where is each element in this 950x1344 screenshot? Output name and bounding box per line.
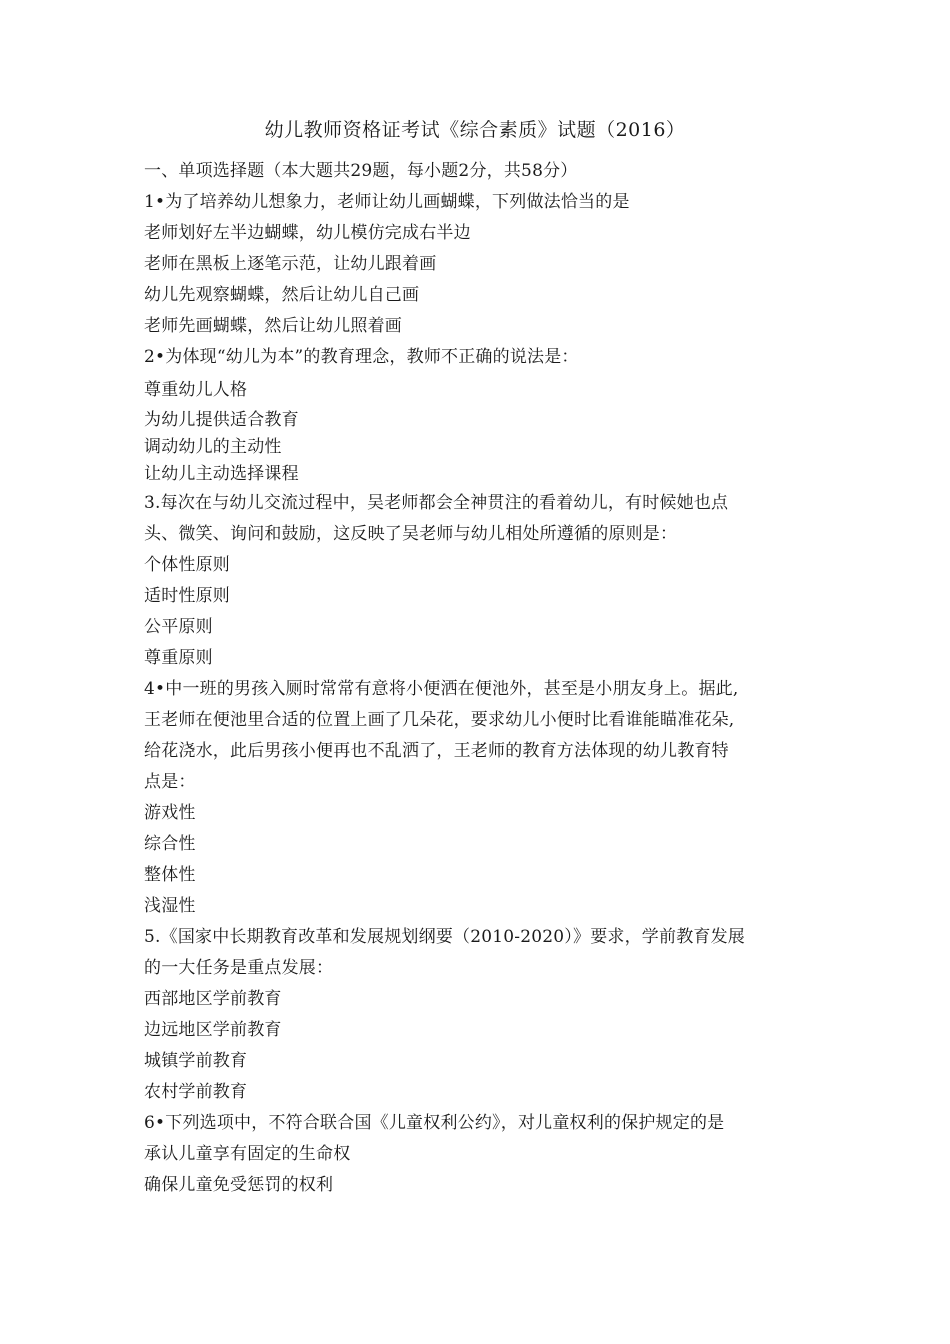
question-2-option: 调动幼儿的主动性 (144, 437, 282, 457)
question-4-stem: 点是： (144, 772, 196, 792)
question-3-option: 适时性原则 (144, 586, 230, 606)
question-5-option: 城镇学前教育 (144, 1051, 248, 1071)
question-4-stem: 给花浇水，此后男孩小便再也不乱洒了，王老师的教育方法体现的幼儿教育特 (144, 741, 729, 761)
question-3-stem: 头、微笑、询问和鼓励，这反映了吴老师与幼儿相处所遵循的原则是： (144, 524, 678, 544)
question-5-option: 农村学前教育 (144, 1082, 248, 1102)
question-6-option: 确保儿童免受惩罚的权利 (144, 1175, 334, 1195)
question-2-option: 尊重幼儿人格 (144, 380, 248, 400)
question-2-option: 为幼儿提供适合教育 (144, 410, 299, 430)
question-2-option: 让幼儿主动选择课程 (144, 464, 299, 484)
question-5-option: 边远地区学前教育 (144, 1020, 282, 1040)
question-3-option: 个体性原则 (144, 555, 230, 575)
question-4-stem: 4•中一班的男孩入厕时常常有意将小便洒在便池外，甚至是小朋友身上。据此, (144, 679, 739, 699)
question-1-option: 幼儿先观察蝴蝶，然后让幼儿自己画 (144, 285, 420, 305)
question-3-stem: 3.每次在与幼儿交流过程中，吴老师都会全神贯注的看着幼儿，有时候她也点 (144, 493, 729, 513)
question-2-stem: 2•为体现“幼儿为本”的教育理念，教师不正确的说法是： (144, 347, 579, 367)
question-3-option: 公平原则 (144, 617, 213, 637)
question-5-option: 西部地区学前教育 (144, 989, 282, 1009)
section-heading: 一、单项选择题（本大题共29题，每小题2分，共58分） (144, 161, 578, 181)
question-1-option: 老师划好左半边蝴蝶，幼儿模仿完成右半边 (144, 223, 471, 243)
question-6-stem: 6•下列选项中，不符合联合国《儿童权利公约》，对儿童权利的保护规定的是 (144, 1113, 725, 1133)
question-6-option: 承认儿童享有固定的生命权 (144, 1144, 351, 1164)
question-3-option: 尊重原则 (144, 648, 213, 668)
question-4-option: 游戏性 (144, 803, 196, 823)
question-1-option: 老师先画蝴蝶，然后让幼儿照着画 (144, 316, 402, 336)
question-1-option: 老师在黑板上逐笔示范，让幼儿跟着画 (144, 254, 437, 274)
question-5-stem: 的一大任务是重点发展： (144, 958, 334, 978)
question-4-stem: 王老师在便池里合适的位置上画了几朵花，要求幼儿小便时比看谁能瞄准花朵, (144, 710, 735, 730)
document-body (144, 156, 812, 1201)
question-1-stem: 1•为了培养幼儿想象力，老师让幼儿画蝴蝶，下列做法恰当的是 (144, 192, 630, 212)
question-5-stem: 5.《国家中长期教育改革和发展规划纲要（2010-2020）》要求，学前教育发展 (144, 927, 745, 947)
question-4-option: 整体性 (144, 865, 196, 885)
question-4-option: 浅湿性 (144, 896, 196, 916)
question-4-option: 综合性 (144, 834, 196, 854)
document-title: 幼儿教师资格证考试《综合素质》试题（2016） (264, 119, 686, 141)
